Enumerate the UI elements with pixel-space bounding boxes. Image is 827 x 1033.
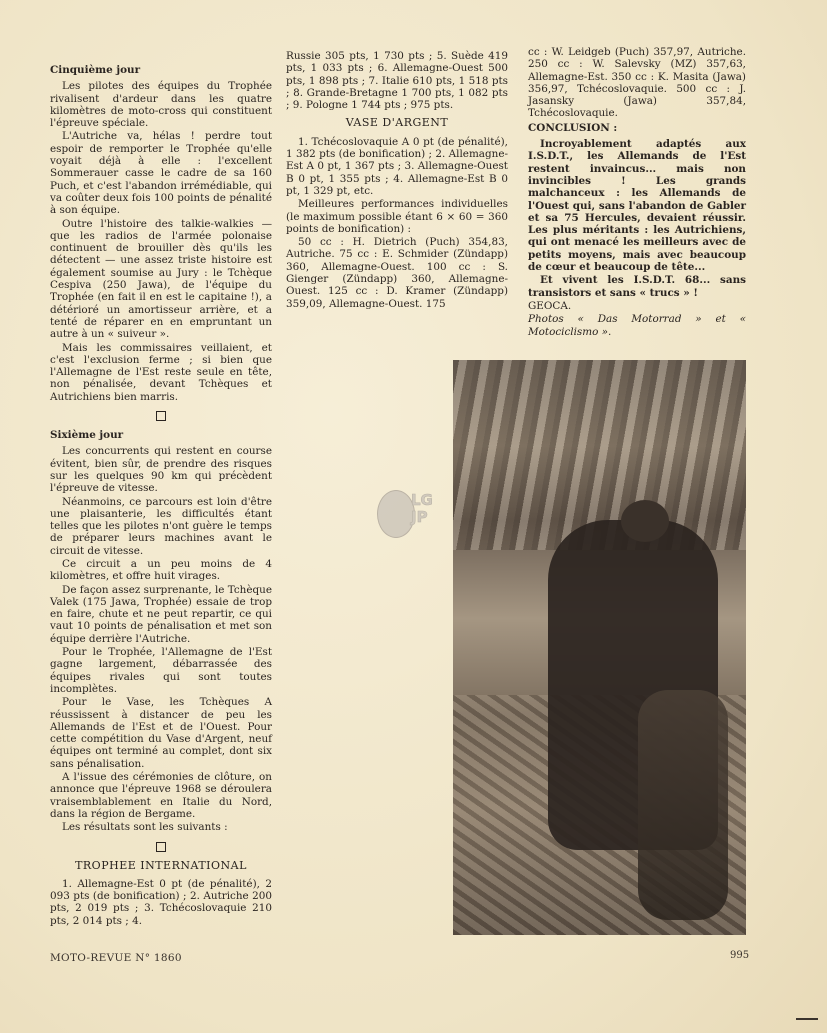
paragraph-results: 1. Allemagne-Est 0 pt (de pénalité), 2 093 pts (de bonification) ; 2. Autriche 200 pts, 2 019 pts ; 3. Tchécoslovaquie 210 pts, 2 014 pts ; 4. (50, 877, 272, 927)
column-middle (286, 50, 508, 311)
section-heading-day5: Cinquième jour (50, 64, 141, 76)
paragraph: Néanmoins, ce parcours est loin d'être une plaisanterie, les difficultés étant telles que les pilotes n'ont guère le temps de préparer leurs machines avant le circuit de vitesse. (50, 495, 272, 557)
paragraph-results: Russie 305 pts, 1 730 pts ; 5. Suède 419 pts, 1 033 pts ; 6. Allemagne-Ouest 500 pts, 1 898 pts ; 7. Italie 610 pts, 1 518 pts ; 8. Grande-Bretagne 1 700 pts, 1 082 pts ; 9. Pologne 1 744 pts ; 975 pts. (286, 50, 508, 112)
results-heading-vase: VASE D'ARGENT (345, 116, 449, 130)
column-right (528, 46, 746, 339)
motocross-rider-photo (453, 360, 746, 935)
photo-rider-helmet (621, 500, 669, 542)
photo-credit: Photos « Das Motorrad » et « Motociclismo ». (528, 313, 746, 338)
paragraph: Mais les commissaires veillaient, et c'est l'exclusion ferme ; si bien que l'Allemagne de l'Est reste seule en tête, non pénalisée, devant Tchèques et Autrichiens bien marris. (50, 341, 272, 403)
results-heading-trophy: TROPHEE INTERNATIONAL (75, 858, 247, 872)
paragraph: Meilleures performances individuelles (le maximum possible étant 6 × 60 = 360 points de bonification) : (286, 198, 508, 235)
page-edge-mark (796, 1018, 818, 1020)
section-divider-square (156, 842, 166, 852)
paragraph: Pour le Trophée, l'Allemagne de l'Est gagne largement, débarrassée des équipes rivales qui sont toutes incomplètes. (50, 646, 272, 695)
paragraph: Les concurrents qui restent en course évitent, bien sûr, de prendre des risques sur les quelques 90 km qui précèdent l'épreuve de vitesse. (50, 445, 272, 495)
paragraph: A l'issue des cérémonies de clôture, on annonce que l'épreuve 1968 se déroulera vraisemblablement en Italie du Nord, dans la région de Bergame. (50, 771, 272, 820)
section-heading-conclusion: CONCLUSION : (528, 121, 618, 134)
paragraph: De façon assez surprenante, le Tchèque Valek (175 Jawa, Trophée) essaie de trop en faire, chute et ne peut repartir, ce qui vaut 10 points de pénalisation et met son équipe derrière l'Autriche. (50, 583, 272, 645)
paragraph: Pour le Vase, les Tchèques A réussissent à distancer de peu les Allemands de l'Est et de l'Ouest. Pour cette compétition du Vase d'Argent, neuf équipes ont terminé au complet, dont six sans pénalisation. (50, 696, 272, 770)
paragraph: Les pilotes des équipes du Trophée rivalisent d'ardeur dans les quatre kilomètres de moto-cross qui constituent l'épreuve spéciale. (50, 80, 272, 130)
paragraph: Les résultats sont les suivants : (62, 821, 228, 834)
column-left (50, 62, 272, 928)
paragraph: Ce circuit a un peu moins de 4 kilomètres, et offre huit virages. (50, 557, 272, 583)
paragraph-results: cc : W. Leidgeb (Puch) 357,97, Autriche. 250 cc : W. Salevsky (MZ) 357,63, Allemagne-Est. 350 cc : K. Masita (Jawa) 356,97, Tchécoslovaquie. 500 cc : J. Jasansky (Jawa) 357,84, Tchécoslovaquie. (528, 46, 746, 120)
photo-motorcycle (638, 690, 728, 920)
footer-magazine-issue: MOTO-REVUE N° 1860 (50, 952, 182, 964)
footer-page-number: 995 (730, 950, 750, 961)
watermark-logo (375, 488, 451, 544)
section-divider-square (156, 411, 166, 421)
paragraph: Outre l'histoire des talkie-walkies — que les radios de l'armée polonaise continuent de brouiller dès qu'ils les détectent — une assez triste histoire est également soumise au Jury : le Tchèque Cespiva (250 Jawa), de l'équipe du Trophée (en fait il en est le capitaine !), a détérioré un amortisseur arrière, et a tenté de réparer en en empruntant un autre à un « suiveur ». (50, 217, 272, 341)
paragraph-conclusion: Et vivent les I.S.D.T. 68... sans transistors et sans « trucs » ! (528, 274, 746, 299)
author-signature: GEOCA. (528, 299, 572, 312)
paragraph-results: 50 cc : H. Dietrich (Puch) 354,83, Autriche. 75 cc : E. Schmider (Zündapp) 360, Allemagne-Ouest. 100 cc : S. Gienger (Zündapp) 360, Allemagne-Ouest. 125 cc : D. Kramer (Zündapp) 359,09, Allemagne-Ouest. 175 (286, 236, 508, 310)
watermark-portrait-icon (377, 490, 415, 538)
paragraph-conclusion: Incroyablement adaptés aux I.S.D.T., les Allemands de l'Est restent invaincus... mais non invincibles ! Les grands malchanceux : les Allemands de l'Ouest qui, sans l'abandon de Gabler et sa 75 Hercules, devaient réussir. Les plus méritants : les Autrichiens, qui ont menacé les meilleurs avec de petits moyens, mais avec beaucoup de cœur et beaucoup de tête... (528, 138, 746, 274)
section-heading-day6: Sixième jour (50, 429, 124, 442)
paragraph-results: 1. Tchécoslovaquie A 0 pt (de pénalité), 1 382 pts (de bonification) ; 2. Allemagne-Est A 0 pt, 1 367 pts ; 3. Allemagne-Ouest B 0 pt, 1 355 pts ; 4. Allemagne-Est B 0 pt, 1 329 pt, etc. (286, 135, 508, 197)
watermark-text: LG JP (411, 491, 433, 526)
paragraph: L'Autriche va, hélas ! perdre tout espoir de remporter le Trophée qu'elle voyait déjà à elle : l'excellent Sommerauer casse le cadre de sa 160 Puch, et c'est l'abandon irrémédiable, qui va coûter deux fois 100 points de pénalité à son équipe. (50, 130, 272, 217)
